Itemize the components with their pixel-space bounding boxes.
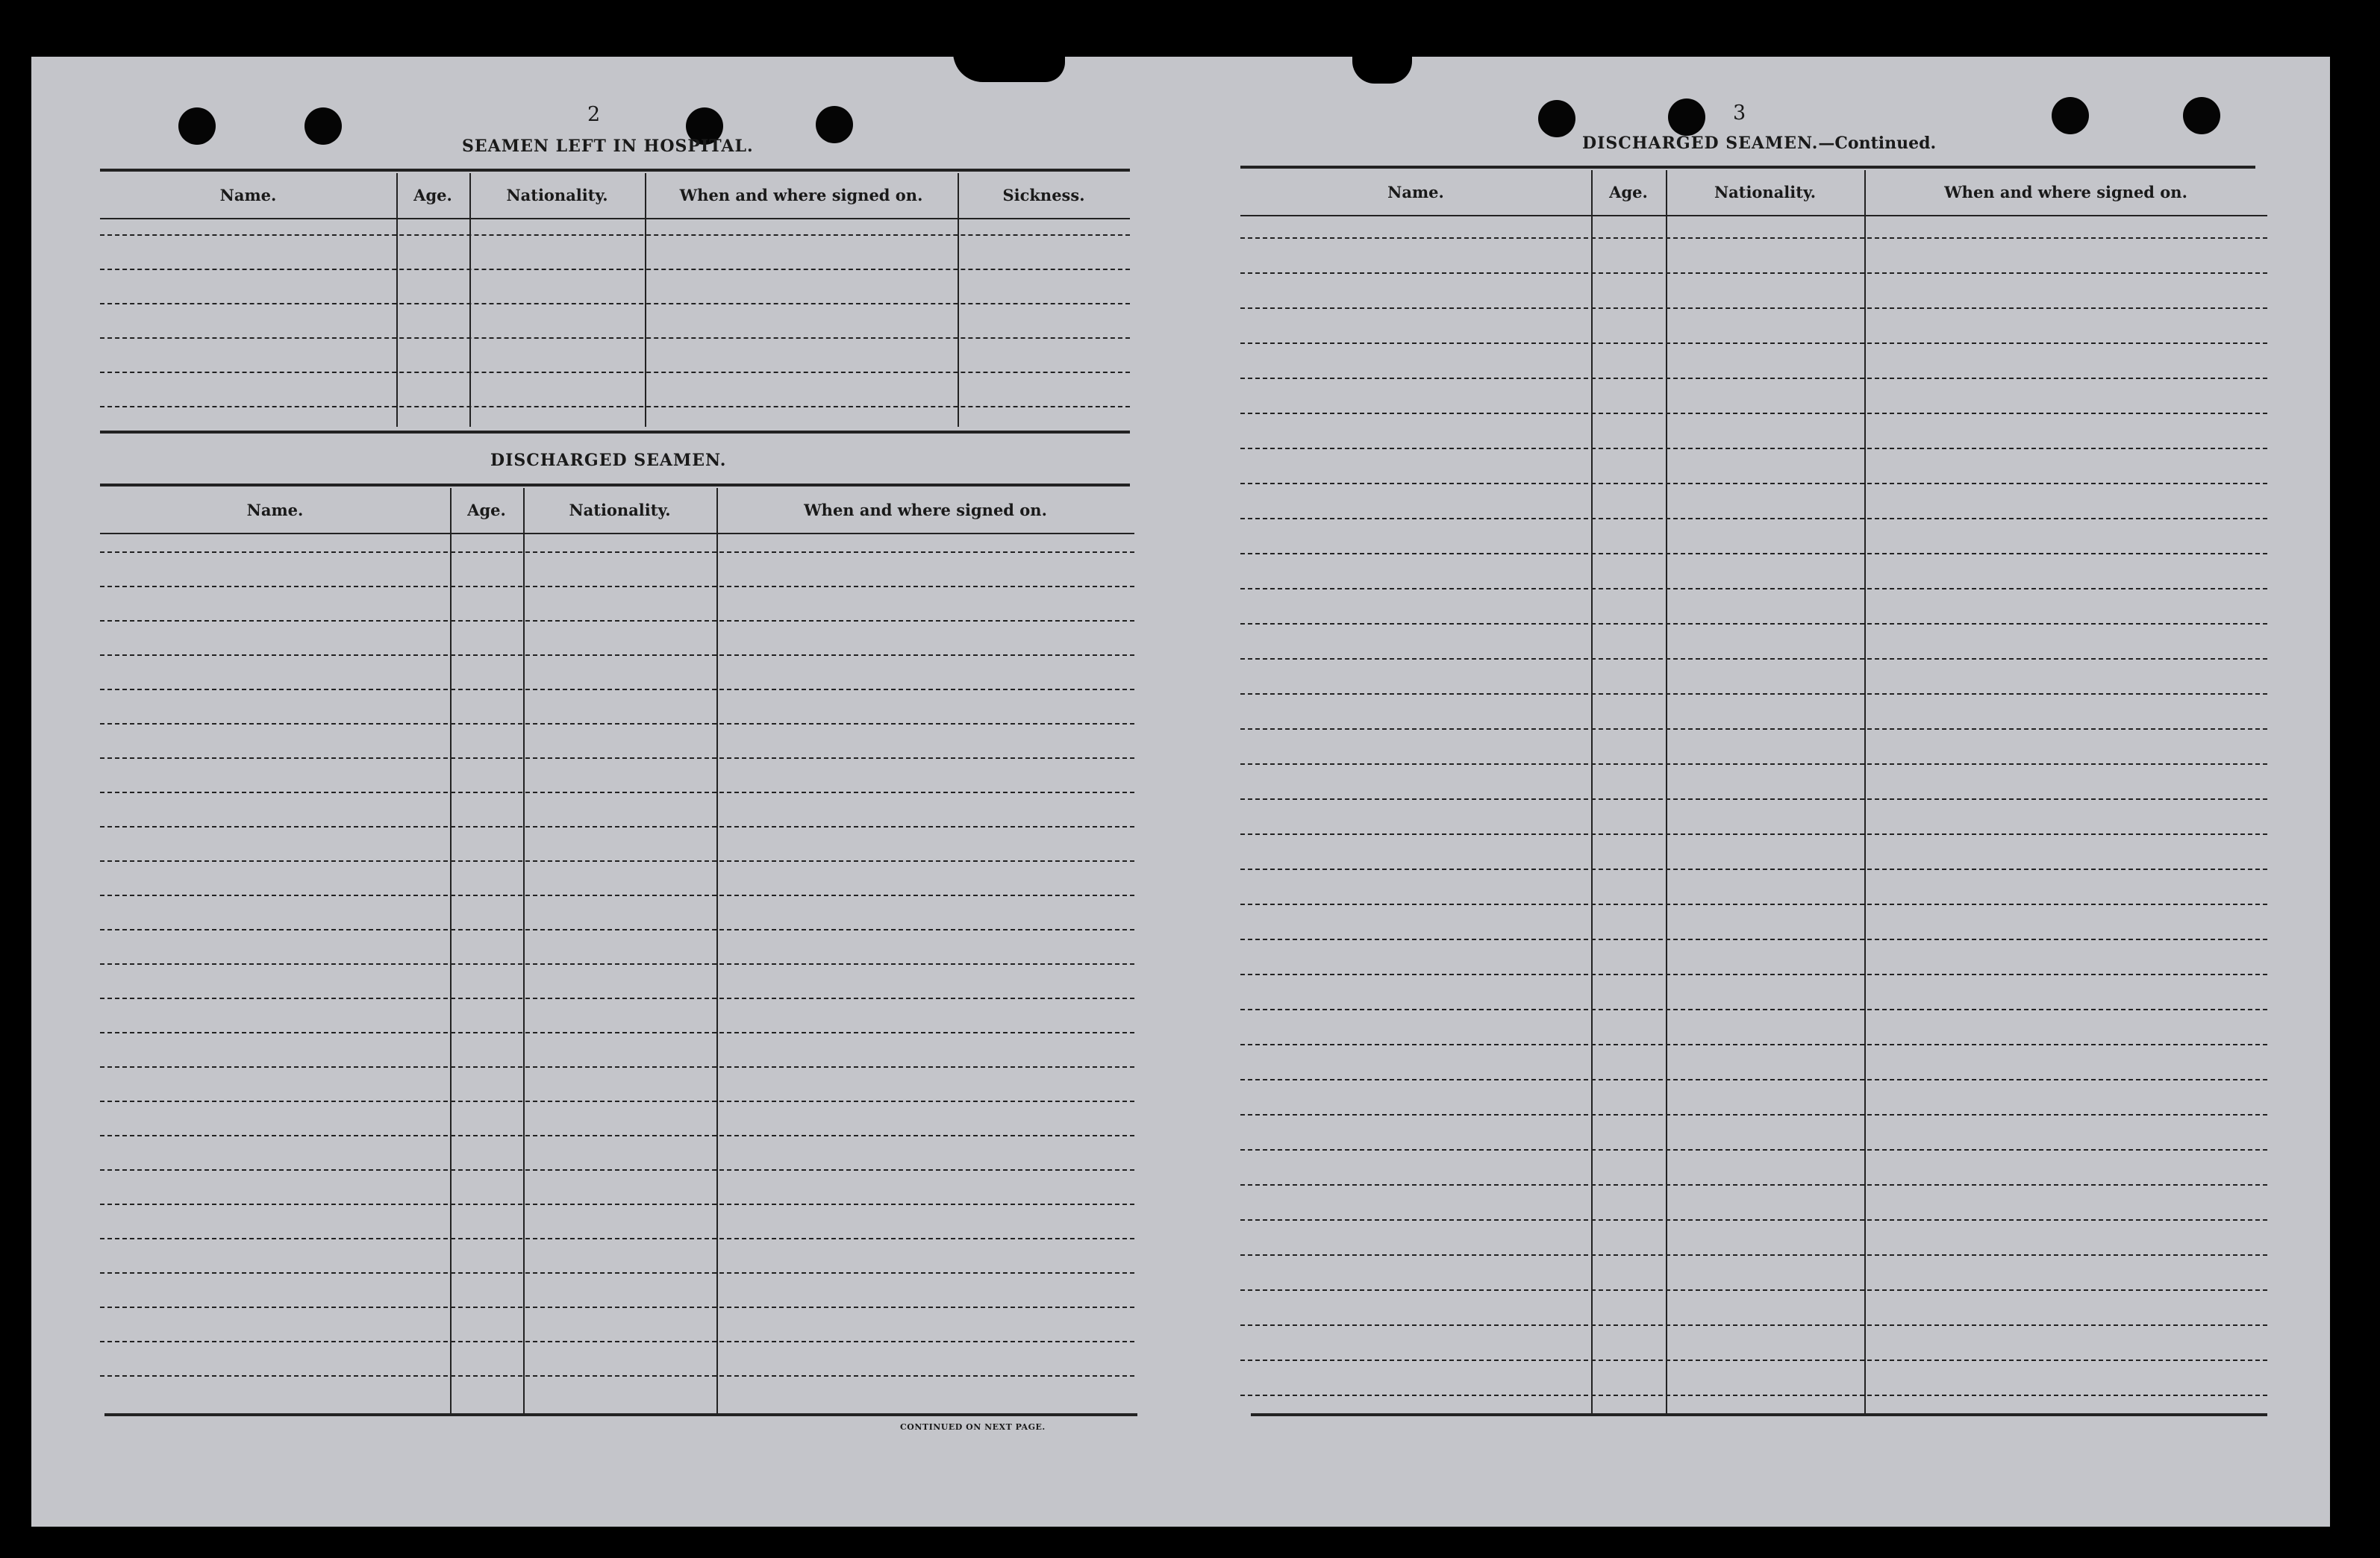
column-header: Sickness. (1002, 186, 1085, 204)
column-header: Name. (246, 501, 304, 519)
column-header: When and where signed on. (804, 501, 1047, 519)
column-header: Age. (1609, 183, 1648, 201)
punch-hole-icon (2052, 97, 2089, 134)
double-rule (100, 169, 1130, 172)
page-title-suffix: —Continued. (1818, 134, 1937, 153)
double-rule (100, 431, 1130, 434)
continued-note: CONTINUED ON NEXT PAGE. (900, 1422, 1046, 1432)
column-header: Age. (413, 186, 452, 204)
discharged-table-left (100, 488, 1134, 1413)
column-header: Nationality. (506, 186, 608, 204)
double-rule (1251, 1413, 2267, 1416)
page-number: 3 (1733, 101, 1746, 125)
torn-edge (1352, 52, 1412, 84)
torn-edge (953, 52, 1065, 82)
punch-hole-icon (178, 107, 216, 145)
punch-hole-icon (1668, 98, 1705, 136)
double-rule (1240, 166, 2255, 169)
column-header: Nationality. (569, 501, 671, 519)
column-header: Name. (219, 186, 277, 204)
double-rule (100, 484, 1130, 487)
page-number: 2 (587, 103, 601, 126)
punch-hole-icon (1538, 100, 1575, 137)
form-sheet (31, 57, 2330, 1527)
double-rule (104, 1413, 1137, 1416)
punch-hole-icon (816, 106, 853, 143)
column-header: Name. (1387, 183, 1444, 201)
punch-hole-icon (304, 107, 342, 145)
section-title: DISCHARGED SEAMEN. (490, 451, 727, 470)
column-header: Nationality. (1714, 183, 1817, 201)
page-title-text: DISCHARGED SEAMEN. (1582, 134, 1819, 153)
hospital-table (100, 173, 1130, 427)
column-header: When and where signed on. (679, 186, 923, 204)
punch-hole-icon (2183, 97, 2220, 134)
column-header: Age. (467, 501, 506, 519)
discharged-table-right (1240, 170, 2267, 1414)
page-title: SEAMEN LEFT IN HOSPITAL. (462, 137, 754, 156)
column-header: When and where signed on. (1944, 183, 2187, 201)
page-title (1582, 134, 1936, 153)
